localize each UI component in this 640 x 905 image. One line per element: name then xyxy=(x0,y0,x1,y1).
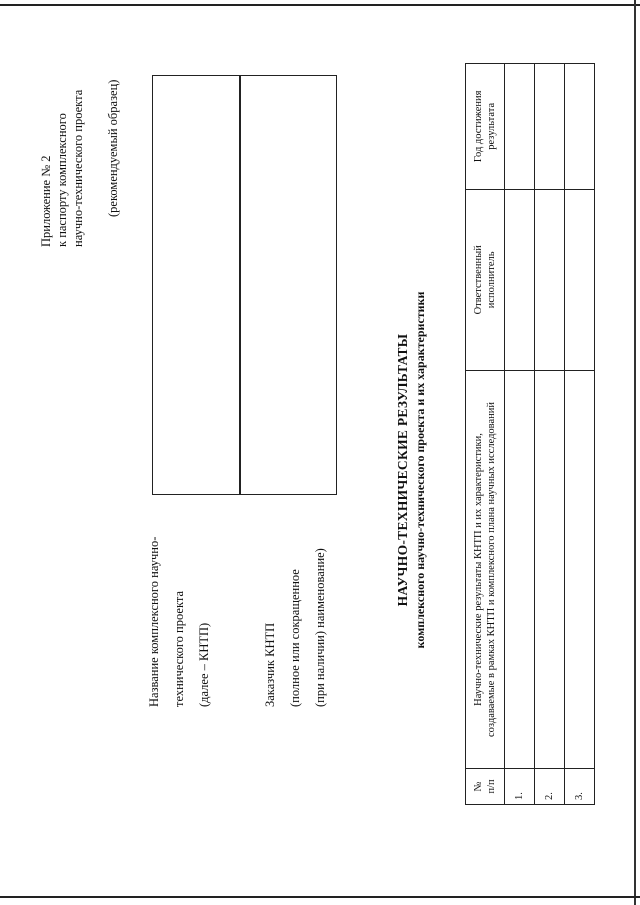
appendix-number: Приложение № 2 xyxy=(39,155,53,247)
row-number: 3. xyxy=(565,768,595,804)
header-number xyxy=(466,768,505,804)
header-responsible-line-1: Ответственный xyxy=(473,245,484,315)
row-responsible-cell xyxy=(505,189,535,370)
table-header-row xyxy=(466,64,505,805)
page-top-border xyxy=(0,4,640,6)
header-results xyxy=(466,371,505,769)
header-number-line-1: № xyxy=(473,781,484,792)
header-responsible-line-2: исполнитель xyxy=(486,251,497,309)
appendix-header xyxy=(38,90,86,247)
row-year-cell xyxy=(565,64,595,190)
row-number: 2. xyxy=(535,768,565,804)
results-table xyxy=(465,63,595,805)
project-name-label xyxy=(142,537,217,707)
info-fields-box xyxy=(152,75,337,495)
project-name-label-line-1: Название комплексного научно- xyxy=(147,536,161,707)
row-results-cell xyxy=(535,371,565,769)
header-responsible xyxy=(466,189,505,370)
table-row xyxy=(535,64,565,805)
header-year-line-2: результата xyxy=(486,102,497,150)
row-results-cell xyxy=(565,371,595,769)
customer-label-line-3: (при наличии) наименование) xyxy=(313,548,327,707)
table-row xyxy=(565,64,595,805)
header-year xyxy=(466,64,505,190)
header-year-line-1: Год достижения xyxy=(473,90,484,163)
header-results-line-2: создаваемые в рамках КНТП и комплексного плана научных исследований xyxy=(486,401,497,737)
row-responsible-cell xyxy=(535,189,565,370)
appendix-subline-2: научно-технического проекта xyxy=(71,89,85,247)
info-fields-divider xyxy=(239,76,241,494)
recommended-sample-note: (рекомендуемый образец) xyxy=(106,79,120,217)
row-number: 1. xyxy=(505,768,535,804)
project-name-label-line-2: технического проекта xyxy=(172,590,186,707)
table-row xyxy=(505,64,535,805)
customer-label-line-1: Заказчик КНТП xyxy=(263,622,277,707)
header-results-line-1: Научно-технические результаты КНТП и их характеристики, xyxy=(473,433,484,706)
appendix-subline-1: к паспорту комплексного xyxy=(55,113,69,247)
customer-label-line-2: (полное или сокращенное xyxy=(288,569,302,707)
section-heading xyxy=(395,145,428,795)
row-results-cell xyxy=(505,371,535,769)
project-name-label-line-3: (далее – КНТП) xyxy=(197,622,211,707)
row-year-cell xyxy=(505,64,535,190)
row-responsible-cell xyxy=(565,189,595,370)
section-subtitle: комплексного научно-технического проекта и их характеристики xyxy=(413,291,427,649)
page-bottom-border xyxy=(0,896,640,898)
header-number-line-2: п/п xyxy=(486,779,497,794)
row-year-cell xyxy=(535,64,565,190)
rotated-document xyxy=(0,25,620,875)
customer-label xyxy=(258,548,333,707)
page-right-border xyxy=(634,0,636,905)
section-title: НАУЧНО-ТЕХНИЧЕСКИЕ РЕЗУЛЬТАТЫ xyxy=(395,333,410,607)
